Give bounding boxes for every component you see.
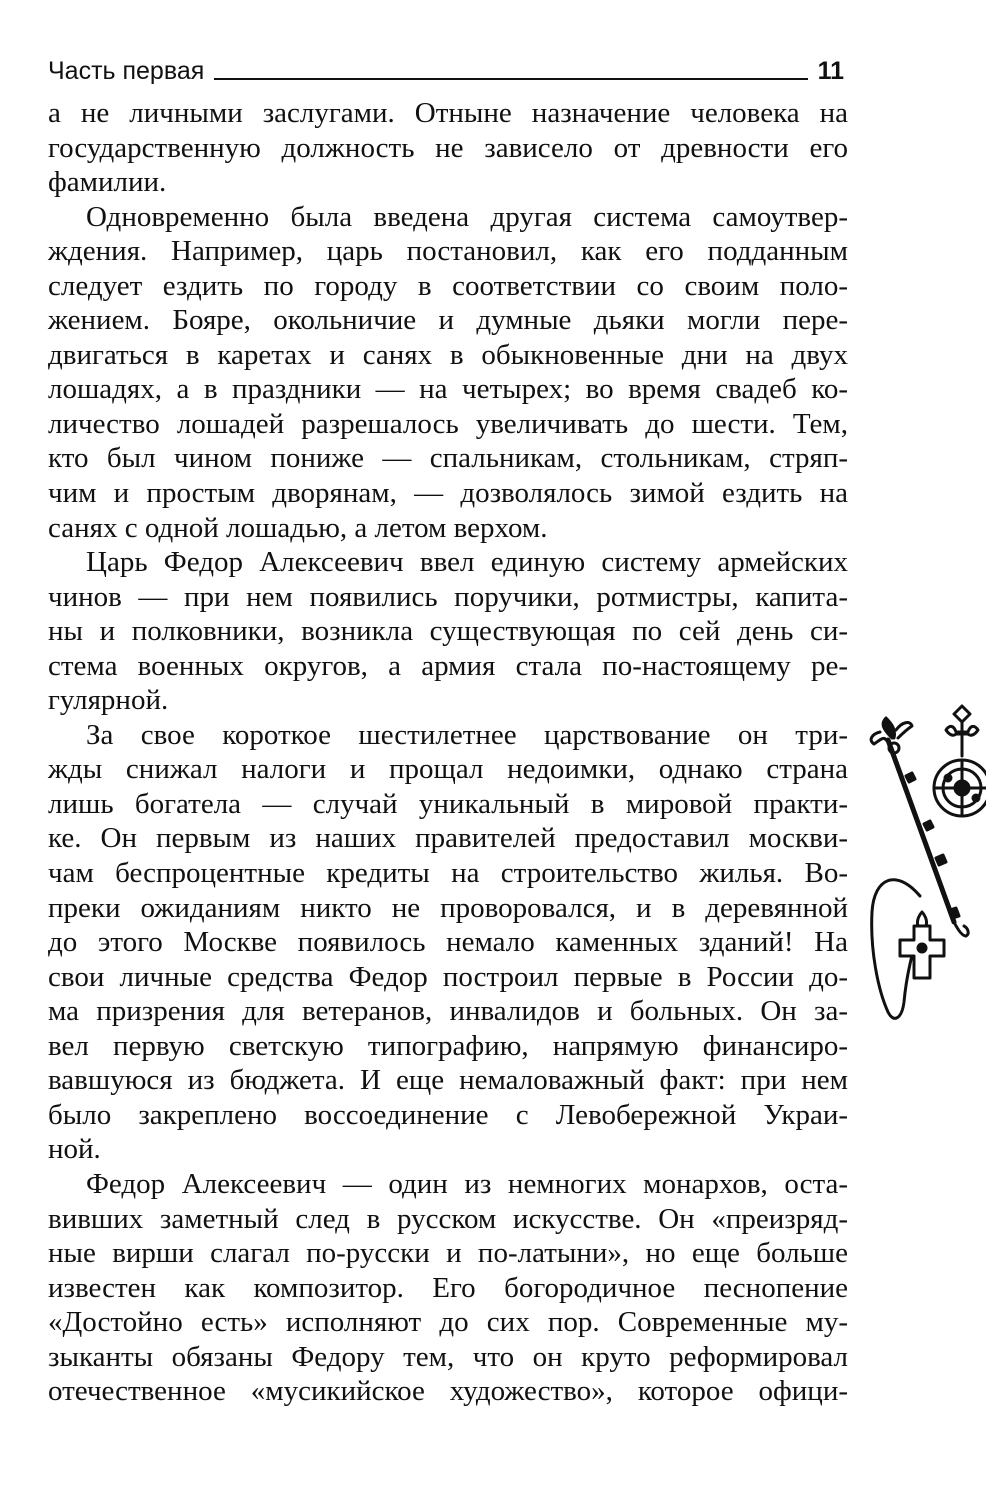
text-line: жением. Бояре, окольничие и думные дьяки могли пере-	[48, 304, 848, 337]
text-line: ке. Он первым из наших правителей предоставил москви-	[48, 822, 848, 855]
scepter-icon	[871, 718, 968, 936]
text-line: Федор Алексеевич — один из немногих монархов, оста-	[86, 1167, 848, 1200]
text-line: фамилии.	[48, 166, 167, 199]
text-line: стема военных округов, а армия стала по-настоящему ре-	[48, 649, 848, 682]
regalia-scepter-orb-cross-icon	[866, 700, 986, 1040]
text-line: государственную должность не зависело от древности его	[48, 131, 848, 164]
section-title: Часть первая	[48, 57, 205, 85]
text-line: ны и полковники, возникла существующая по сей день си-	[48, 615, 848, 648]
page-number: 11	[817, 57, 844, 85]
text-line: За свое короткое шестилетнее царствование он три-	[86, 718, 848, 751]
text-line: ной.	[48, 1133, 101, 1166]
text-line: кто был чином пониже — спальникам, стольникам, стряп-	[48, 442, 848, 475]
text-line: ждения. Например, царь постановил, как его подданным	[48, 235, 848, 268]
text-line: чим и простым дворянам, — дозволялось зимой ездить на	[48, 477, 848, 510]
body-text	[48, 96, 848, 1409]
text-line: вивших заметный след в русском искусстве. Он «преизряд-	[48, 1202, 848, 1235]
text-line: зыканты обязаны Федору тем, что он круто реформировал	[48, 1340, 848, 1373]
text-line: чинов — при нем появились поручики, ротмистры, капита-	[48, 580, 848, 613]
text-line: ные вирши слагал по-русски и по-латыни», но еще больше	[48, 1237, 848, 1270]
header-rule	[214, 78, 807, 80]
text-line: вел первую светскую типографию, напрямую финансиро-	[48, 1029, 848, 1062]
text-line: следует ездить по городу в соответствии со своим поло-	[48, 269, 848, 302]
text-line: вавшуюся из бюджета. И еще немаловажный факт: при нем	[48, 1064, 848, 1097]
orb-icon	[934, 706, 986, 816]
text-line: до этого Москве появилось немало каменных зданий! На	[48, 926, 848, 959]
text-line: преки ожиданиям никто не проворовался, и в деревянной	[48, 891, 848, 924]
text-line: известен как композитор. Его богородичное песнопение	[48, 1271, 848, 1304]
text-line: было закреплено воссоединение с Левобережной Украи-	[48, 1098, 848, 1131]
text-line: лишь богатела — случай уникальный в мировой практи-	[48, 787, 848, 820]
text-line: отечественное «мусикийское художество», которое офици-	[48, 1375, 848, 1408]
text-line: Царь Федор Алексеевич ввел единую систему армейских	[86, 546, 848, 579]
text-line: а не личными заслугами. Отныне назначение человека на	[48, 97, 848, 129]
text-line: «Достойно есть» исполняют до сих пор. Современные му-	[48, 1306, 848, 1339]
pectoral-cross-icon	[872, 880, 944, 1019]
text-line: ма призрения для ветеранов, инвалидов и больных. Он за-	[48, 995, 848, 1028]
text-line: личество лошадей разрешалось увеличивать до шести. Тем,	[48, 407, 848, 440]
text-line: свои личные средства Федор построил первые в России до-	[48, 960, 848, 993]
text-line: гулярной.	[48, 684, 169, 717]
text-line: лошадях, а в праздники — на четырех; во время свадеб ко-	[48, 373, 848, 406]
text-line: чам беспроцентные кредиты на строительство жилья. Во-	[48, 857, 848, 890]
running-head	[48, 44, 844, 84]
text-line: жды снижал налоги и прощал недоимки, однако страна	[48, 753, 848, 786]
text-line: двигаться в каретах и санях в обыкновенные дни на двух	[48, 338, 848, 371]
text-line: Одновременно была введена другая система самоутвер-	[86, 200, 848, 233]
text-line: санях с одной лошадью, а летом верхом.	[48, 511, 548, 544]
